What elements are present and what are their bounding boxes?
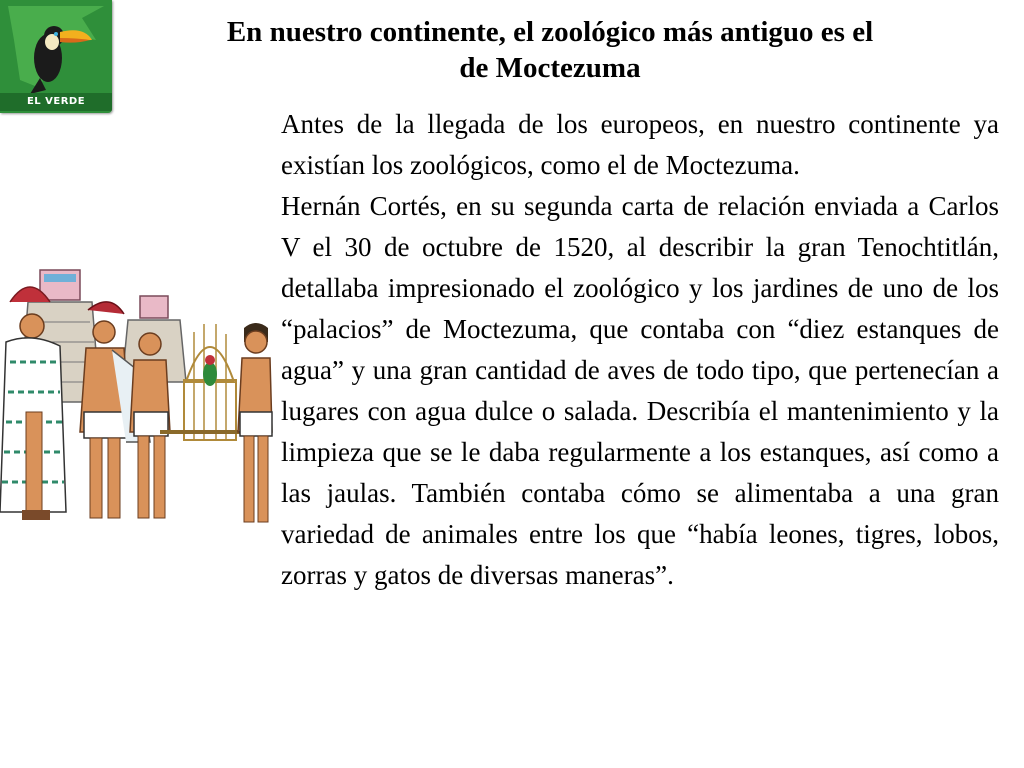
aztec-figures-illustration <box>0 262 275 537</box>
title-line-2: de Moctezuma <box>459 52 641 84</box>
paragraph-1: Antes de la llegada de los europeos, en nuestro continente ya existían los zoológicos, como el de Moctezuma. <box>281 109 999 180</box>
body-text <box>281 104 999 596</box>
title-line-1: En nuestro continente, el zoológico más antiguo es el <box>226 16 874 48</box>
paragraph-2: Hernán Cortés, en su segunda carta de relación enviada a Carlos V el 30 de octubre de 1520, al describir la gran Tenochtitlán, detallaba impresionado el zoológico y los jardines de uno de los “palacios” de Moctezuma, que contaba con “diez estanques de agua” y una gran cantidad de aves de todo tipo, que pertenecían a lugares con agua dulce o salada. Describía el mantenimiento y la limpieza que se le daba regularmente a los estanques, así como a las jaulas. También contaba cómo se alimentaba a una gran variedad de animales entre los que “había leones, tigres, lobos, zorras y gatos de diversas maneras”. <box>281 191 999 590</box>
slide-title <box>140 14 960 86</box>
toucan-icon <box>0 0 112 95</box>
logo-caption: EL VERDE <box>0 93 112 111</box>
el-verde-logo <box>0 0 112 113</box>
figure-carrier-icon <box>130 333 170 518</box>
figure-servant-icon <box>238 323 272 522</box>
